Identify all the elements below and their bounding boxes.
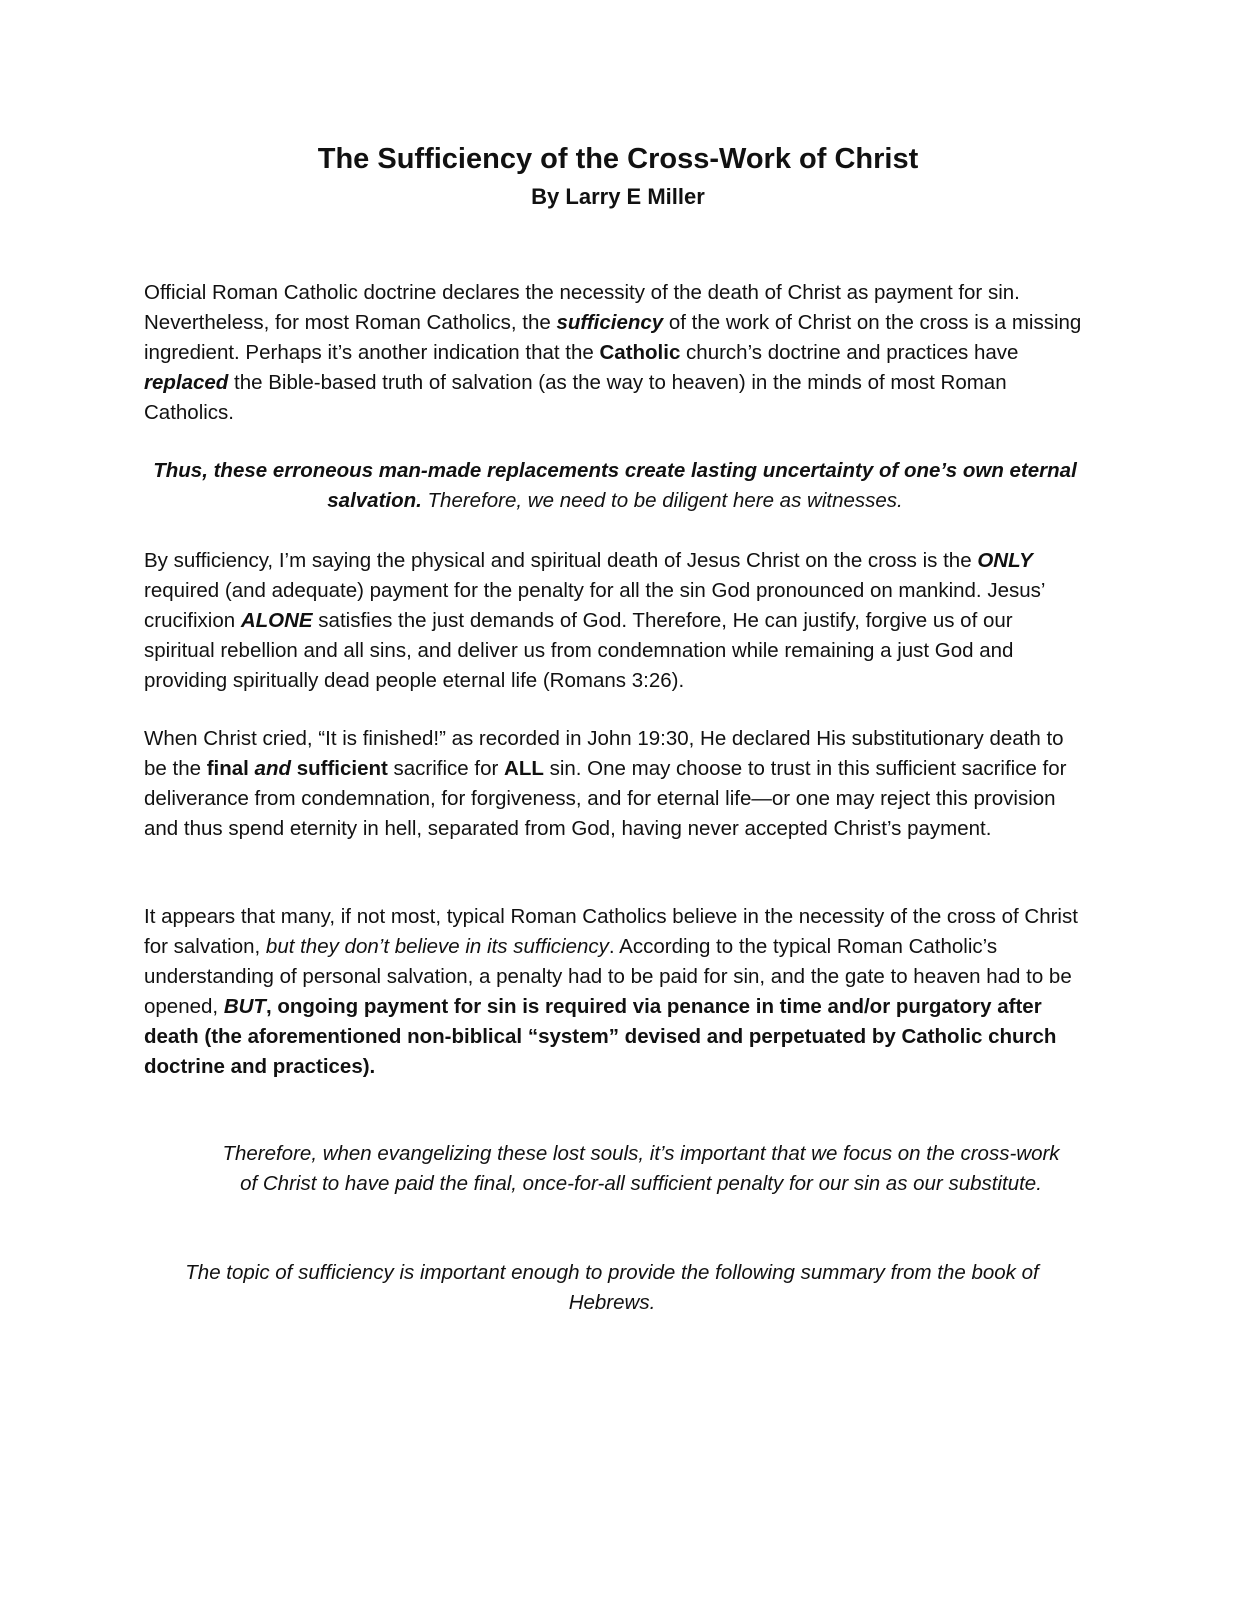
paragraph-intro xyxy=(144,278,1084,428)
p4-text-2: sacrifice for xyxy=(387,757,505,780)
p5-italic: but they don’t believe in its sufficiency xyxy=(265,935,609,958)
p1-text-3: church’s doctrine and practices have xyxy=(680,341,1019,364)
p2-bold-italic: Thus, these erroneous man-made replacements create lasting uncertainty of one’s own eternal salvation. xyxy=(153,459,1077,512)
p4-text-1: When Christ cried, “It is finished!” as recorded in John 19:30, He declared His substitutionary death to be the xyxy=(144,727,1064,780)
p1-emphasis-catholic: Catholic xyxy=(599,341,681,364)
author-byline: By Larry E Miller xyxy=(531,184,705,209)
p3-emphasis-only: ONLY xyxy=(977,549,1033,572)
paragraph-it-is-finished xyxy=(144,724,1084,844)
p1-emphasis-replaced: replaced xyxy=(144,371,229,394)
p2-italic: Therefore, we need to be diligent here as witnesses. xyxy=(421,489,903,512)
p3-text-3: satisfies the just demands of God. Therefore, He can justify, forgive us of our spiritual rebellion and all sins, and deliver us from condemnation while remaining a just God and providing spiritually dead people eternal life (Romans 3:26). xyxy=(144,609,1014,692)
p3-text-1: By sufficiency, I’m saying the physical and spiritual death of Jesus Christ on the cross is the xyxy=(144,549,978,572)
p5-text-1: It appears that many, if not most, typical Roman Catholics believe in the necessity of the cross of Christ for salvation, xyxy=(144,905,1078,958)
p7-italic: The topic of sufficiency is important enough to provide the following summary from the book of Hebrews. xyxy=(185,1261,1039,1314)
p4-emphasis-sufficient: sufficient xyxy=(291,757,388,780)
paragraph-evangelizing xyxy=(222,1139,1060,1199)
paragraph-sufficiency-definition xyxy=(144,546,1084,696)
p1-text-2: of the work of Christ on the cross is a missing ingredient. Perhaps it’s another indication that the xyxy=(144,311,1082,364)
paragraph-hebrews-summary xyxy=(140,1258,1084,1318)
paragraph-necessity-vs-sufficiency xyxy=(144,902,1084,1082)
p3-text-2: required (and adequate) payment for the penalty for all the sin God pronounced on mankind. Jesus’ crucifixion xyxy=(144,579,1045,632)
p5-bold-text: , ongoing payment for sin is required via penance in time and/or purgatory after death (the aforementioned non-biblical “system” devised and perpetuated by Catholic church doctrine and practices). xyxy=(144,995,1057,1078)
p4-emphasis-all: ALL xyxy=(504,757,544,780)
p4-text-3: sin. One may choose to trust in this sufficient sacrifice for deliverance from condemnation, for forgiveness, and for eternal life—or one may reject this provision and thus spend eternity in hell, separated from God, having never accepted Christ’s payment. xyxy=(144,757,1067,840)
p5-emphasis-but: BUT xyxy=(223,995,266,1018)
p5-text-2: . According to the typical Roman Catholic’s understanding of personal salvation, a penalty had to be paid for sin, and the gate to heaven had to be opened, xyxy=(144,935,1072,1018)
p6-italic: Therefore, when evangelizing these lost souls, it’s important that we focus on the cross-work of Christ to have paid the final, once-for-all sufficient penalty for our sin as our substitute. xyxy=(222,1142,1060,1195)
p1-emphasis-sufficiency: sufficiency xyxy=(556,311,664,334)
document-title: The Sufficiency of the Cross-Work of Christ xyxy=(317,143,919,175)
paragraph-uncertainty xyxy=(140,456,1090,516)
p1-text-4: the Bible-based truth of salvation (as the way to heaven) in the minds of most Roman Catholics. xyxy=(144,371,1007,424)
p3-emphasis-alone: ALONE xyxy=(240,609,313,632)
p1-text-1: Official Roman Catholic doctrine declares the necessity of the death of Christ as payment for sin. Nevertheless, for most Roman Catholics, the xyxy=(144,281,1020,334)
p4-emphasis-final: final xyxy=(206,757,255,780)
p4-emphasis-and: and xyxy=(254,757,291,780)
